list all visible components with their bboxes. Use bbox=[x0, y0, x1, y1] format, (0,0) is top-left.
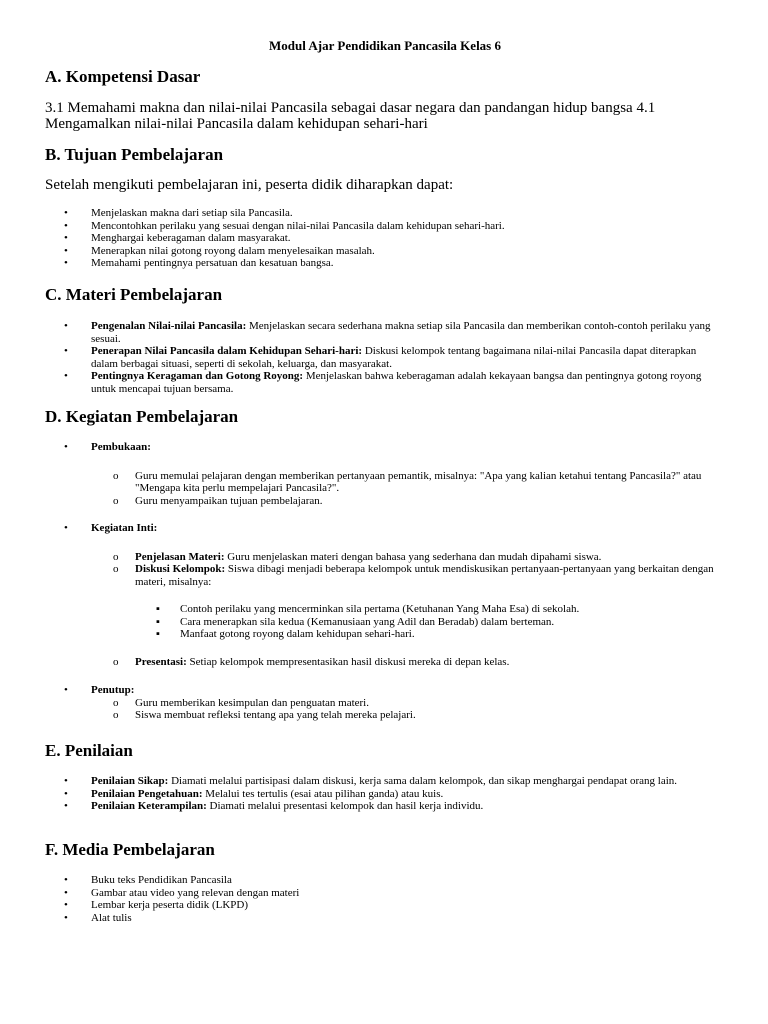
section-d bbox=[45, 407, 725, 722]
section-b bbox=[45, 145, 725, 270]
list-item bbox=[45, 788, 725, 801]
section-f bbox=[45, 840, 725, 924]
item-label: Penilaian Keterampilan: bbox=[91, 800, 207, 812]
list-item bbox=[45, 345, 725, 370]
assessment-list bbox=[45, 775, 725, 813]
item-label: Penilaian Sikap: bbox=[91, 775, 169, 787]
item-text: Diamati melalui presentasi kelompok dan hasil kerja individu. bbox=[206, 800, 484, 812]
list-item: • Menerapkan nilai gotong royong dalam menyelesaikan masalah. bbox=[45, 245, 725, 258]
list-item: • Memahami pentingnya persatuan dan kesatuan bangsa. bbox=[45, 257, 725, 270]
list-item: o Guru menyampaikan tujuan pembelajaran. bbox=[45, 495, 725, 508]
list-item: • Menjelaskan makna dari setiap sila Pancasila. bbox=[45, 207, 725, 220]
section-c bbox=[45, 285, 725, 395]
penutup-list bbox=[45, 697, 725, 722]
section-e-heading: E. Penilaian bbox=[45, 741, 133, 760]
item-text: Siswa dibagi menjadi beberapa kelompok untuk mendiskusikan pertanyaan-pertanyaan yang berkaitan dengan materi, misalnya: bbox=[135, 563, 714, 588]
item-label: Penjelasan Materi: bbox=[135, 550, 225, 563]
penutup-label: Penutup: bbox=[91, 684, 135, 696]
list-item: ▪ Contoh perilaku yang mencerminkan sila pertama (Ketuhanan Yang Maha Esa) di sekolah. bbox=[45, 603, 725, 616]
item-label: Pentingnya Keragaman dan Gotong Royong: bbox=[91, 370, 304, 382]
list-item: ▪ Manfaat gotong royong dalam kehidupan sehari-hari. bbox=[45, 628, 725, 641]
item-label: Pengenalan Nilai-nilai Pancasila: bbox=[91, 320, 247, 332]
section-b-heading: B. Tujuan Pembelajaran bbox=[45, 145, 224, 164]
inti-list bbox=[45, 551, 725, 669]
list-item bbox=[45, 551, 725, 564]
materials-list bbox=[45, 320, 725, 395]
section-f-heading: F. Media Pembelajaran bbox=[45, 840, 215, 859]
list-item: • Alat tulis bbox=[45, 912, 725, 925]
pembukaan-list bbox=[45, 470, 725, 508]
list-item: • Gambar atau video yang relevan dengan materi bbox=[45, 887, 725, 900]
list-item bbox=[45, 684, 725, 722]
pembukaan-label: Pembukaan: bbox=[91, 441, 151, 453]
list-item: • Lembar kerja peserta didik (LKPD) bbox=[45, 899, 725, 912]
objectives-list bbox=[45, 207, 725, 270]
list-item: ▪ Cara menerapkan sila kedua (Kemanusiaan yang Adil dan Beradab) dalam berteman. bbox=[45, 616, 725, 629]
list-item: • Buku teks Pendidikan Pancasila bbox=[45, 874, 725, 887]
activities-list bbox=[45, 441, 725, 722]
item-text: Melalui tes tertulis (esai atau pilihan ganda) atau kuis. bbox=[202, 787, 444, 800]
section-a-text: 3.1 Memahami makna dan nilai-nilai Pancasila sebagai dasar negara dan pandangan hidup bangsa 4.1 Mengamalkan nilai-nilai Pancasila dalam kehidupan sehari-hari bbox=[45, 100, 656, 132]
item-label: Penerapan Nilai Pancasila dalam Kehidupan Sehari-hari: bbox=[91, 345, 363, 357]
list-item bbox=[45, 370, 725, 395]
item-text: Diskusi kelompok tentang bagaimana nilai-nilai Pancasila dapat diterapkan dalam berbagai situasi, seperti di sekolah, keluarga, dan masyarakat. bbox=[91, 345, 697, 370]
list-item: o Guru memulai pelajaran dengan memberikan pertanyaan pemantik, misalnya: "Apa yang kalian ketahui tentang Pancasila?" atau "Mengapa kita perlu mempelajari Pancasila?". bbox=[45, 470, 725, 495]
diskusi-list bbox=[45, 603, 725, 641]
document-title: Modul Ajar Pendidikan Pancasila Kelas 6 bbox=[269, 38, 501, 53]
item-text: Setiap kelompok mempresentasikan hasil diskusi mereka di depan kelas. bbox=[186, 655, 510, 668]
section-e bbox=[45, 741, 725, 813]
section-c-heading: C. Materi Pembelajaran bbox=[45, 285, 223, 304]
item-text: Menjelaskan secara sederhana makna setiap sila Pancasila dan memberikan contoh-contoh perilaku yang sesuai. bbox=[91, 320, 711, 345]
item-label: Diskusi Kelompok: bbox=[135, 563, 226, 575]
list-item bbox=[45, 441, 725, 507]
section-a-heading: A. Kompetensi Dasar bbox=[45, 67, 201, 86]
list-item: o Guru memberikan kesimpulan dan penguatan materi. bbox=[45, 697, 725, 710]
media-list bbox=[45, 874, 725, 924]
item-text: Diamati melalui partisipasi dalam diskusi, kerja sama dalam kelompok, dan sikap menghargai pendapat orang lain. bbox=[168, 775, 678, 787]
list-item bbox=[45, 320, 725, 345]
list-item: • Mencontohkan perilaku yang sesuai dengan nilai-nilai Pancasila dalam kehidupan sehari-hari. bbox=[45, 220, 725, 233]
list-item: o Siswa membuat refleksi tentang apa yang telah mereka pelajari. bbox=[45, 709, 725, 722]
document bbox=[45, 38, 725, 69]
item-label: Presentasi: bbox=[135, 655, 187, 668]
list-item bbox=[45, 800, 725, 813]
list-item bbox=[45, 656, 725, 669]
section-d-heading: D. Kegiatan Pembelajaran bbox=[45, 407, 239, 426]
item-text: Menjelaskan bahwa keberagaman adalah kekayaan bangsa dan pentingnya gotong royong untuk mencapai tujuan bersama. bbox=[91, 370, 702, 395]
list-item: • Menghargai keberagaman dalam masyarakat. bbox=[45, 232, 725, 245]
item-text: Guru menjelaskan materi dengan bahasa yang sederhana dan mudah dipahami siswa. bbox=[224, 550, 602, 563]
list-item bbox=[45, 775, 725, 788]
list-item bbox=[45, 522, 725, 668]
list-item bbox=[45, 563, 725, 641]
item-label: Penilaian Pengetahuan: bbox=[91, 787, 203, 800]
inti-label: Kegiatan Inti: bbox=[91, 522, 158, 534]
section-b-intro: Setelah mengikuti pembelajaran ini, peserta didik diharapkan dapat: bbox=[45, 177, 454, 193]
section-a bbox=[45, 67, 725, 141]
